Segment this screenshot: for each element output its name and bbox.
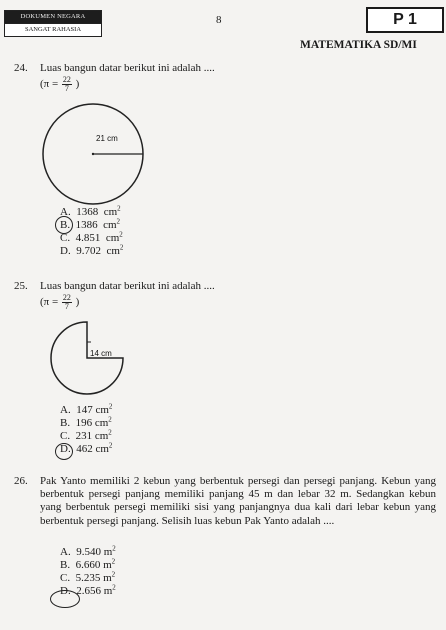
q25-sector-shape <box>51 322 123 394</box>
q26-number: 26. <box>14 475 28 487</box>
subject-title: MATEMATIKA SD/MI <box>300 39 417 51</box>
q25-three-quarter-circle-figure <box>38 316 130 400</box>
q26-option-a[interactable]: A. 9.540 $m^2$ <box>60 544 116 558</box>
q24-pi-num: 22 <box>62 75 71 84</box>
q25-selected-answer-mark <box>55 443 73 460</box>
q25-pi-suffix: ) <box>75 296 80 309</box>
q24-option-b[interactable]: B. 1386 $cm^2$ <box>60 217 121 231</box>
q25-pi-den: 7 <box>64 302 69 311</box>
q25-option-c[interactable]: C. 231 $cm^2$ <box>60 428 112 442</box>
q24-option-c[interactable]: C. 4.851 $cm^2$ <box>60 230 123 244</box>
q25-pi-num: 22 <box>62 293 71 302</box>
q24-pi-suffix: ) <box>75 78 80 91</box>
q25-option-d[interactable]: D. 462 $cm^2$ <box>60 441 113 455</box>
q25-number: 25. <box>14 280 28 292</box>
q26-option-d[interactable]: D. 2.656 $m^2$ <box>60 583 116 597</box>
doc-label: DOKUMEN NEGARA <box>5 11 101 23</box>
q24-selected-answer-mark <box>55 216 73 234</box>
page-number: 8 <box>216 14 222 26</box>
q24-text: Luas bangun datar berikut ini adalah .... <box>40 62 215 74</box>
q25-pi-fraction <box>62 294 72 311</box>
q24-figure-label: 21 cm <box>96 134 118 143</box>
q25-pi-prefix: (π = <box>40 296 59 309</box>
q26-option-c[interactable]: C. 5.235 $m^2$ <box>60 570 116 584</box>
q25-pi-note <box>40 294 79 311</box>
secret-label: SANGAT RAHASIA <box>5 23 101 36</box>
q24-pi-fraction <box>62 76 72 93</box>
q24-pi-den: 7 <box>64 84 69 93</box>
q25-option-a[interactable]: A. 147 $cm^2$ <box>60 402 113 416</box>
q24-option-d[interactable]: D. 9.702 $cm^2$ <box>60 243 124 257</box>
document-stamp <box>4 10 102 37</box>
q25-option-b[interactable]: B. 196 $cm^2$ <box>60 415 112 429</box>
q25-figure-label: 14 cm <box>90 349 112 358</box>
q26-text: Pak Yanto memiliki 2 kebun yang berbentuk persegi dan persegi panjang. Kebun yang berbentuk persegi panjang memiliki panjang 45 m dan lebar 32 m. Sedangkan kebun yang berbentuk persegi memiliki sisi yang panjangnya dua kali dari lebar kebun yang berbentuk persegi panjang. Selisih luas kebun Pak Yanto adalah .... <box>40 475 436 527</box>
q24-pi-note <box>40 76 79 93</box>
q24-pi-prefix: (π = <box>40 78 59 91</box>
q26-option-b[interactable]: B. 6.660 $m^2$ <box>60 557 116 571</box>
q25-text: Luas bangun datar berikut ini adalah .... <box>40 280 215 292</box>
q24-center-point <box>92 153 94 155</box>
q24-circle-figure <box>40 100 150 208</box>
package-code: P 1 <box>366 7 444 33</box>
q24-number: 24. <box>14 62 28 74</box>
q24-option-a[interactable]: A. 1368 $cm^2$ <box>60 204 121 218</box>
q26-selected-answer-mark <box>50 590 80 608</box>
